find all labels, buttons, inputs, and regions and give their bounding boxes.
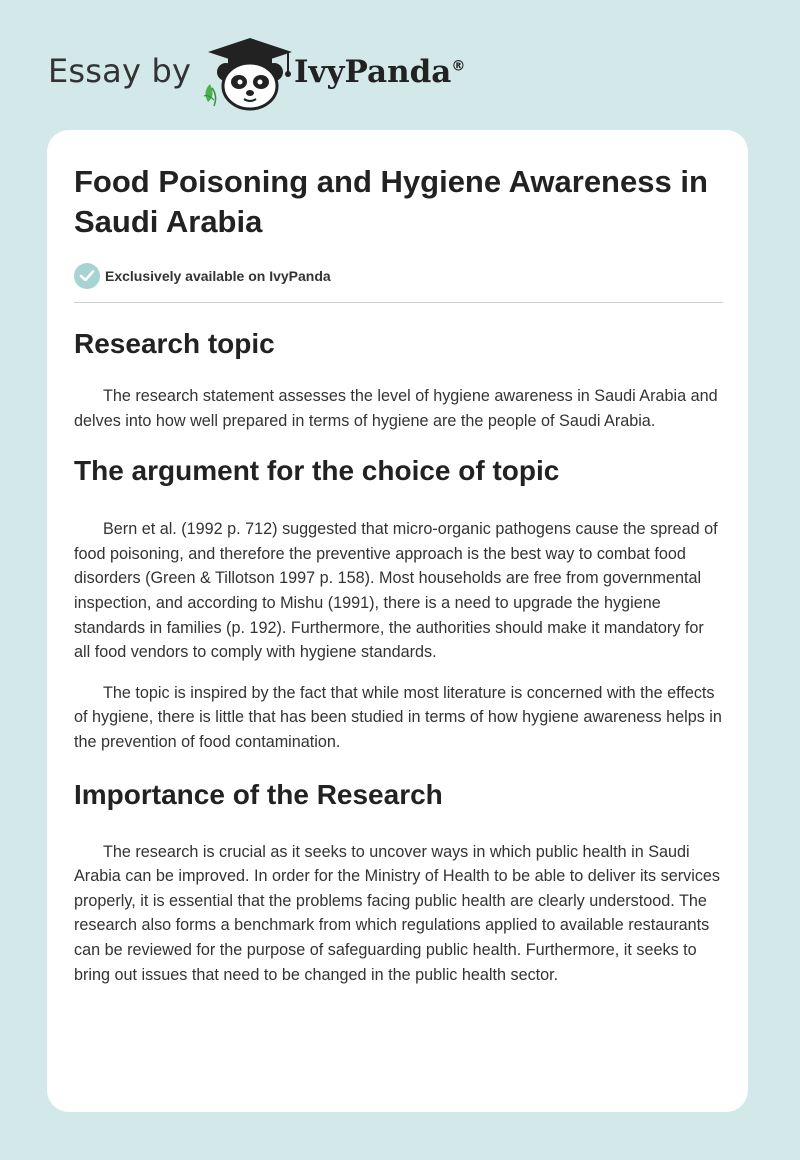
paragraph: The research statement assesses the level of hygiene awareness in Saudi Arabia and delves into how well prepared in terms of hygiene are the people of Saudi Arabia. — [74, 387, 718, 430]
exclusive-badge-text: Exclusively available on IvyPanda — [105, 268, 331, 284]
panda-logo-icon[interactable] — [200, 36, 296, 112]
essay-content — [74, 162, 724, 987]
divider — [74, 302, 723, 303]
paragraph: The research is crucial as it seeks to uncover ways in which public health in Saudi Arabia can be improved. In order for the Ministry of Health to be able to deliver its services properly, it is essential that the problems facing public health are clearly understood. The research also forms a benchmark from which regulations applied to available restaurants can be reviewed for the purpose of safeguarding public health. Furthermore, it seeks to bring out issues that need to be changed in the public health sector. — [74, 842, 721, 984]
section-heading: Importance of the Research — [74, 778, 443, 810]
brand-name[interactable]: IvyPanda® — [294, 54, 466, 90]
checkmark-icon — [74, 263, 100, 289]
site-header — [48, 32, 748, 112]
page-title: Food Poisoning and Hygiene Awareness in Saudi Arabia — [74, 164, 708, 239]
essay-by-label: Essay by — [48, 52, 192, 90]
section-heading: The argument for the choice of topic — [74, 455, 560, 487]
exclusive-badge — [74, 262, 724, 290]
paragraph: The topic is inspired by the fact that while most literature is concerned with the effects of hygiene, there is little that has been studied in terms of how hygiene awareness helps in the prevention of food contamination. — [74, 683, 722, 751]
paragraph: Bern et al. (1992 p. 712) suggested that micro-organic pathogens cause the spread of food poisoning, and therefore the preventive approach is the best way to combat food disorders (Green & Tillotson 1997 p. 158). Most households are free from governmental inspection, and according to Mishu (1991), there is a need to upgrade the hygiene standards in families (p. 192). Furthermore, the authorities should make it mandatory for all food vendors to comply with hygiene standards. — [74, 520, 718, 662]
essay-card — [47, 130, 748, 1112]
section-heading: Research topic — [74, 328, 275, 359]
registered-mark: ® — [451, 58, 466, 75]
